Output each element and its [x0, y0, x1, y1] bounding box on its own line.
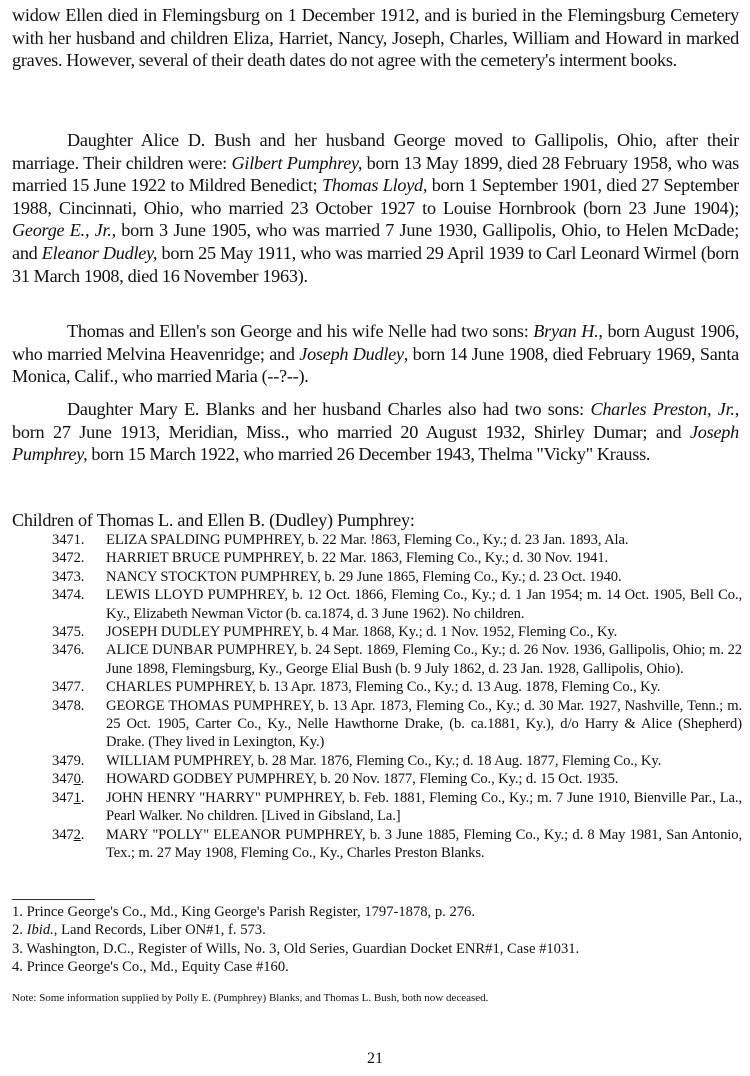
paragraph-george-nelle-sons — [12, 320, 739, 388]
record-number: 3472. — [52, 826, 85, 843]
source-note: Note: Some information supplied by Polly E. (Pumphrey) Blanks, and Thomas L. Bush, both now deceased. — [12, 992, 489, 1004]
record-text: ALICE DUNBAR PUMPHREY, b. 24 Sept. 1869, Fleming Co., Ky.; d. 26 Nov. 1936, Gallipolis, Ohio; m. 22 June 1898, Flemingsburg, Ky., George Elial Bush (b. 9 July 1862, d. 23 Jan. 1928, Gallipolis, Ohio). — [106, 642, 742, 677]
list-item — [52, 752, 742, 770]
record-text: MARY "POLLY" ELEANOR PUMPHREY, b. 3 June 1885, Fleming Co., Ky.; d. 8 May 1981, San Antonio, Tex.; m. 27 May 1908, Fleming Co., Ky., Charles Preston Blanks. — [106, 826, 742, 861]
page-number: 21 — [367, 1050, 383, 1067]
children-list-heading: Children of Thomas L. and Ellen B. (Dudley) Pumphrey: — [12, 510, 415, 530]
text-run: born 1 September 1901, died 27 September 1988, Cincinnati, Ohio, who married 23 October 1927 to Louise Hornbrook (born 23 June 1904); — [12, 175, 739, 218]
list-item — [52, 531, 742, 549]
text-run: born 25 May 1911, who was married 29 April 1939 to Carl Leonard Wirmel (born 31 March 1908, died 16 November 1963). — [12, 242, 740, 286]
child-name-george-jr: George E., Jr., — [12, 220, 116, 241]
child-name-eleanor: Eleanor Dudley, — [41, 242, 158, 263]
record-text: ELIZA SPALDING PUMPHREY, b. 22 Mar. !863, Fleming Co., Ky.; d. 23 Jan. 1893, Ala. — [106, 532, 629, 548]
child-name-joseph-dudley: Joseph Dudley — [299, 343, 404, 364]
footnote-item: 2. Ibid., Land Records, Liber ON#1, f. 573. — [12, 922, 266, 939]
text-run: Daughter Mary E. Blanks and her husband Charles also had two sons: — [67, 399, 591, 419]
list-item — [52, 770, 742, 788]
footnote-item: 1. Prince George's Co., Md., King George's Parish Register, 1797-1878, p. 276. — [12, 904, 475, 920]
children-list — [52, 531, 742, 862]
text-run: , born 27 June 1913, Meridian, Miss., who married 20 August 1932, Shirley Dumar; and — [12, 399, 739, 442]
record-number: 3470. — [52, 771, 85, 788]
record-text: HARRIET BRUCE PUMPHREY, b. 22 Mar. 1863, Fleming Co., Ky.; d. 30 Nov. 1941. — [106, 550, 609, 567]
record-text: LEWIS LLOYD PUMPHREY, b. 12 Oct. 1866, Fleming Co., Ky.; d. 1 Jan 1954; m. 14 Oct. 1905, Bell Co., Ky., Elizabeth Newman Victor (b. ca.1874, d. 3 June 1962). No children. — [106, 587, 742, 622]
record-text: CHARLES PUMPHREY, b. 13 Apr. 1873, Fleming Co., Ky.; d. 13 Aug. 1878, Fleming Co., Ky. — [106, 679, 661, 696]
record-number: 3472. — [52, 550, 85, 567]
child-name-gilbert: Gilbert Pumphrey, — [231, 152, 363, 173]
record-text: HOWARD GODBEY PUMPHREY, b. 20 Nov. 1877, Fleming Co., Ky.; d. 15 Oct. 1935. — [106, 771, 619, 788]
footnotes — [12, 903, 579, 976]
child-name-joseph-pumphrey: Joseph Pumphrey, — [12, 421, 739, 465]
list-item — [52, 641, 742, 678]
record-number: 3471. — [52, 532, 85, 548]
list-item — [52, 678, 742, 696]
record-number: 3476. — [52, 642, 85, 659]
child-name-bryan: Bryan H. — [533, 321, 599, 341]
child-name-charles-preston: Charles Preston, Jr. — [590, 399, 735, 419]
record-number: 3477. — [52, 679, 85, 696]
list-item — [52, 549, 742, 567]
record-text: JOSEPH DUDLEY PUMPHREY, b. 4 Mar. 1868, Ky.; d. 1 Nov. 1952, Fleming Co., Ky. — [106, 624, 618, 641]
list-item — [52, 826, 742, 863]
paragraph-alice-bush-children — [12, 129, 739, 287]
text-run: , born 14 June 1908, died February 1969, Santa Monica, Calif., who married Maria (--?--). — [12, 343, 739, 387]
list-item — [52, 586, 742, 623]
text-run: Thomas and Ellen's son George and his wife Nelle had two sons: — [67, 321, 534, 341]
record-text: WILLIAM PUMPHREY, b. 28 Mar. 1876, Fleming Co., Ky.; d. 18 Aug. 1877, Fleming Co., Ky. — [106, 752, 662, 769]
record-text: JOHN HENRY "HARRY" PUMPHREY, b. Feb. 1881, Fleming Co., Ky.; m. 7 June 1910, Bienville Par., La., Pearl Walker. No children. [Lived in Gibsland, La.] — [106, 789, 742, 825]
record-number: 3471. — [52, 789, 85, 806]
record-text: GEORGE THOMAS PUMPHREY, b. 13 Apr. 1873, Fleming Co., Ky.; d. 30 Mar. 1927, Nashville, Tenn.; m. 25 Oct. 1905, Carter Co., Ky., Nelle Hawthorne Drake, (b. ca.1881, Ky.), d/o Harry & Alice (Shepherd) Drake. (They lived in Lexington, Ky.) — [106, 697, 742, 751]
record-number: 3479. — [52, 752, 85, 769]
footnote-item: 3. Washington, D.C., Register of Wills, No. 3, Old Series, Guardian Docket ENR#1, Case #1031. — [12, 940, 580, 957]
record-text: NANCY STOCKTON PUMPHREY, b. 29 June 1865, Fleming Co., Ky.; d. 23 Oct. 1940. — [106, 568, 622, 585]
text-run: born 3 June 1905, who was married 7 June 1930, Gallipolis, Ohio, to Helen McDade; and — [12, 220, 740, 263]
list-item — [52, 568, 742, 586]
footnote-divider — [12, 899, 95, 900]
list-item — [52, 697, 742, 752]
text-run: born 15 March 1922, who married 26 December 1943, Thelma "Vicky" Krauss. — [87, 444, 651, 465]
record-number: 3478. — [52, 697, 85, 714]
record-number: 3475. — [52, 624, 85, 641]
footnote-item: 4. Prince George's Co., Md., Equity Case #160. — [12, 958, 289, 975]
paragraph-mary-blanks-sons — [12, 398, 739, 466]
child-name-thomas-lloyd: Thomas Lloyd, — [322, 175, 428, 196]
list-item — [52, 789, 742, 826]
text-run: born 13 May 1899, died 28 February 1958, who was married 15 June 1922 to Mildred Benedict; — [12, 152, 739, 196]
text-run: , born August 1906, who married Melvina Heavenridge; and — [12, 321, 739, 364]
record-number: 3473. — [52, 568, 85, 585]
list-item — [52, 623, 742, 641]
paragraph-ellen-burial: widow Ellen died in Flemingsburg on 1 December 1912, and is buried in the Flemingsburg Cemetery with her husband and children Eliza, Harriet, Nancy, Joseph, Charles, William and Howard in marked graves. However, several of their death dates do not agree with the cemetery's interment books. — [12, 5, 739, 71]
text-run: Daughter Alice D. Bush and her husband George moved to Gallipolis, Ohio, after their marriage. Their children were: — [12, 130, 739, 173]
record-number: 3474. — [52, 587, 85, 604]
